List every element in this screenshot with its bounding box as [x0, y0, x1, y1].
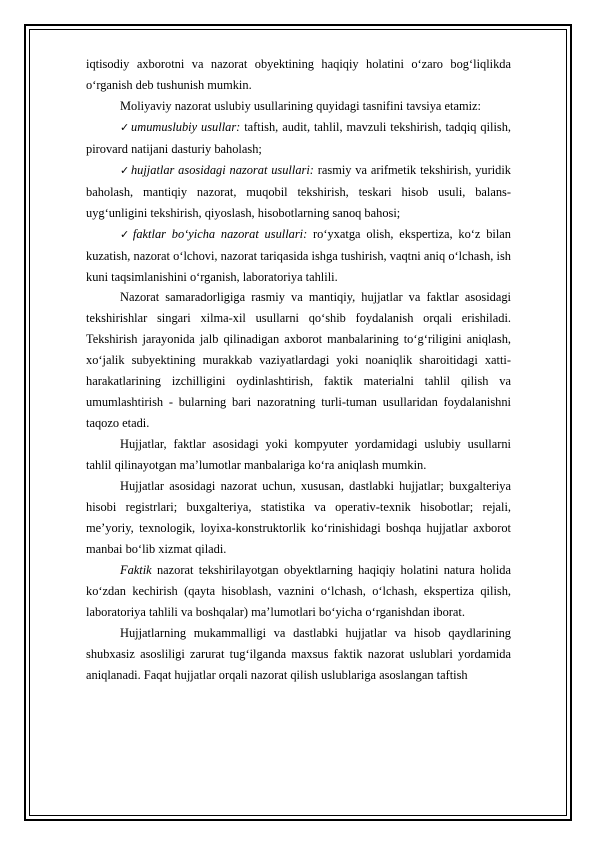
list-item-general-methods — [86, 117, 511, 160]
paragraph-text: taftish, audit, tahlil, mavzuli tekshirish, tadqiq qilish, pirovard natijani dasturiy baholash; — [86, 119, 512, 156]
paragraph-text: rasmiy va arifmetik tekshirish, yuridik baholash, mantiqiy nazorat, muqobil tekshirish, teskari hisob usuli, balans-uyg‘unligini tekshirish, qiyoslash, hisobotlarning sanoq bahosi; — [86, 162, 511, 220]
paragraph-text: nazorat tekshirilayotgan obyektlarning haqiqiy holatini natura holida ko‘zdan kechirish (qayta hisoblash, vaznini o‘lchash, o‘lchash, ekspertiza qilish, laboratoriya tahlili va boshqalar) ma’lumotlari bo‘yicha o‘rganishdan iborat. — [86, 562, 511, 619]
paragraph-text: Hujjatlar, faktlar asosidagi yoki kompyuter yordamidagi uslubiy usullarni tahlil qilinayotgan ma’lumotlar manbalariga ko‘ra aniqlash mumkin. — [86, 437, 511, 473]
checkmark-icon: ✓ — [120, 227, 132, 241]
checkmark-icon: ✓ — [120, 120, 131, 134]
paragraph-continuation — [86, 54, 511, 96]
term-general-methods: umumuslubiy usullar: — [131, 119, 241, 134]
paragraph-text: Moliyaviy nazorat uslubiy usullarining quyidagi tasnifini tavsiya etamiz: — [120, 98, 481, 113]
paragraph-text: Hujjatlar asosidagi nazorat uchun, xususan, dastlabki hujjatlar; buxgalteriya hisobi registrlari; buxgalteriya, statistika va operativ-texnik hisobotlar; rejali, me’yoriy, texnologik, loyixa-konstruktorlik ko‘rinishidagi boshqa hujjatlar axborot manbai bo‘lib xizmat qiladi. — [86, 479, 511, 556]
term-fact-methods: faktlar bo‘yicha nazorat usullari: — [132, 226, 308, 241]
term-document-methods: hujjatlar asosidagi nazorat usullari: — [130, 162, 314, 177]
term-factual: Faktik — [120, 562, 152, 577]
paragraph-document-control — [86, 476, 511, 560]
paragraph-sources — [86, 434, 511, 476]
paragraph-text: Nazorat samaradorligiga rasmiy va mantiqiy, hujjatlar va faktlar asosidagi tekshirishlar singari xilma-xil usullarni qo‘shib foydalanish orqali erishiladi. Tekshirish jarayonida jalb qilinadigan axborot manbalarining to‘g‘riligini aniqlash, xo‘jalik subyektining murakkab vaziyatlardagi yoki noaniqlik sharoitidagi xatti-harakatlarining izchilligini oydinlashtirish, faktik materialni tahlil qilish va umumlashtirish - bularning bari nazoratning turli-tuman usullaridan foydalanishni taqozo etadi. — [86, 290, 511, 431]
paragraph-completeness — [86, 623, 511, 686]
paragraph-text: ro‘yxatga olish, ekspertiza, ko‘z bilan kuzatish, nazorat o‘lchovi, nazorat tariqasida ishga tushirish, vaqtni aniq o‘lchash, ish kuni taqsimlanishini o‘rganish, laboratoriya tahlili. — [86, 226, 512, 284]
paragraph-classification-intro — [86, 96, 511, 117]
paragraph-text: Hujjatlarning mukammalligi va dastlabki hujjatlar va hisob qaydlarining shubxasiz asosliligi zarurat tug‘ilganda maxsus faktik nazorat uslublari yordamida aniqlanadi. Faqat hujjatlar orqali nazorat qilish uslublariga asoslangan taftish — [86, 625, 511, 682]
document-body — [86, 54, 511, 686]
paragraph-text: iqtisodiy axborotni va nazorat obyektining haqiqiy holatini o‘zaro bog‘liqlikda o‘rganish deb tushunish mumkin. — [86, 57, 511, 92]
paragraph-effectiveness — [86, 287, 511, 434]
paragraph-factual-control — [86, 560, 511, 623]
list-item-document-methods — [86, 160, 511, 224]
checkmark-icon: ✓ — [120, 163, 130, 177]
list-item-fact-methods — [86, 224, 511, 288]
